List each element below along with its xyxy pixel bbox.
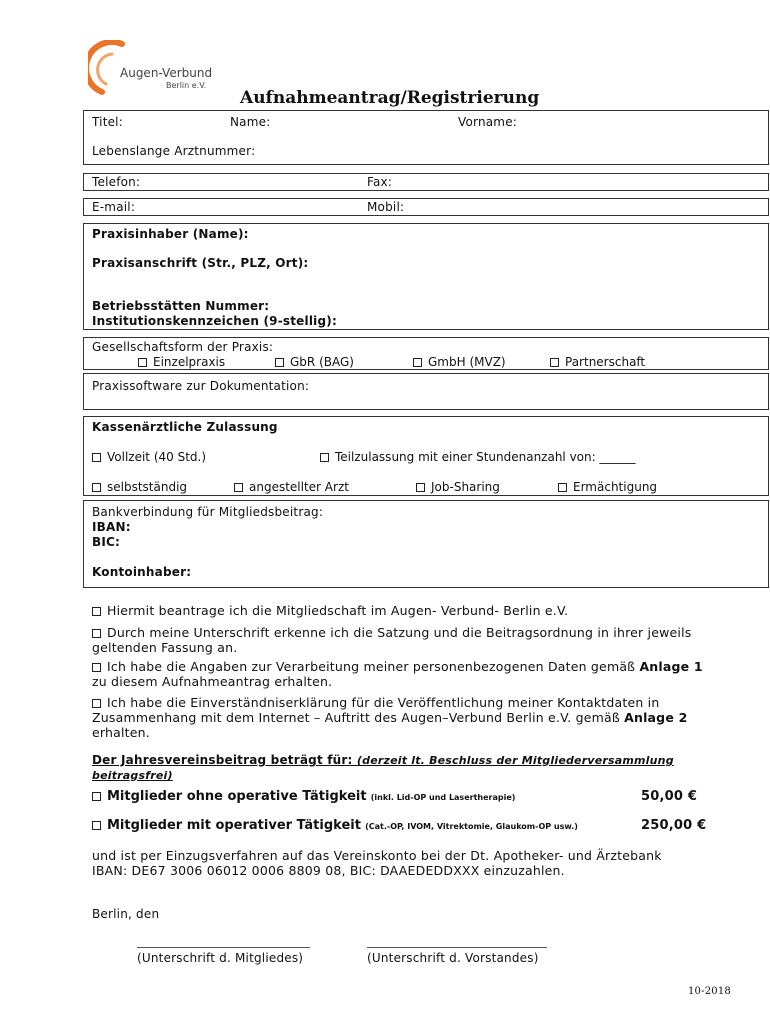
option-label: Ermächtigung [573,480,658,494]
logo-sub: Berlin e.V. [166,81,207,90]
checkbox-icon[interactable] [92,792,101,801]
kontoinhaber-label: Kontoinhaber: [92,565,192,579]
option-label: Einzelpraxis [153,355,226,369]
fax-label: Fax: [367,175,393,189]
fee-mit-note: (Cat.-OP, IVOM, Vitrektomie, Glaukom-OP usw.) [365,822,578,831]
declaration-1 [92,603,712,618]
declaration-3 [92,659,712,689]
vorname-label: Vorname: [458,115,518,129]
member-signature-line[interactable] [137,947,310,948]
email-label: E-mail: [92,200,136,214]
option-ermaechtigung[interactable] [558,480,657,494]
option-angestellter-arzt[interactable] [234,480,349,494]
bsnr-label: Betriebsstätten Nummer: [92,299,270,313]
fee-ohne-price: 50,00 € [641,789,698,804]
declaration-text: Durch meine Unterschrift erkenne ich die Satzung und die Beitragsordnung in ihrer jeweils geltenden Fassung an. [92,625,692,655]
email-box [83,198,769,216]
fee-mit-row[interactable] [92,818,578,833]
declaration-text: erhalten. [92,725,150,740]
option-partnerschaft[interactable] [550,355,645,369]
fee-mit-price: 250,00 € [641,818,707,833]
place-date-label: Berlin, den [92,907,160,921]
payment-line-1: und ist per Einzugsverfahren auf das Vereinskonto bei der Dt. Apotheker- und Ärztebank [92,848,662,863]
checkbox-icon[interactable] [92,663,101,672]
version-footer: 10-2018 [688,986,731,997]
option-teilzulassung[interactable] [320,450,636,464]
checkbox-icon[interactable] [92,629,101,638]
checkbox-icon[interactable] [558,483,567,492]
board-signature-label: (Unterschrift d. Vorstandes) [367,951,539,965]
name-label: Name: [230,115,271,129]
declaration-text: Ich habe die Angaben zur Verarbeitung meiner personenbezogenen Daten gemäß [107,659,640,674]
fee-ohne-label: Mitglieder ohne operative Tätigkeit [107,789,367,804]
declaration-text: zu diesem Aufnahmeantrag erhalten. [92,674,333,689]
anlage-2: Anlage 2 [624,710,688,725]
declaration-text: Hiermit beantrage ich die Mitgliedschaft im Augen- Verbund- Berlin e.V. [107,603,569,618]
logo-name: Augen-Verbund [120,66,213,80]
anschrift-label: Praxisanschrift (Str., PLZ, Ort): [92,256,309,270]
checkbox-icon[interactable] [92,483,101,492]
declaration-4 [92,695,712,740]
fees-heading [92,753,712,783]
anlage-1: Anlage 1 [639,659,703,674]
checkbox-icon[interactable] [92,453,101,462]
checkbox-icon[interactable] [550,358,559,367]
option-selbststaendig[interactable] [92,480,187,494]
checkbox-icon[interactable] [92,821,101,830]
fees-heading-note: (derzeit lt. Beschluss der Mitgliederversammlung beitragsfrei) [92,754,674,782]
fee-ohne-note: (inkl. Lid-OP und Lasertherapie) [370,793,516,802]
titel-label: Titel: [92,115,123,129]
phone-box [83,173,769,191]
option-label: selbstständig [107,480,188,494]
fee-ohne-row[interactable] [92,789,515,804]
payment-line-2: IBAN: DE67 3006 06012 0006 8809 08, BIC: DAAEDEDDXXX einzuzahlen. [92,863,565,878]
declaration-text: Ich habe die Einverständniserklärung für die Veröffentlichung meiner Kontaktdaten in Zusammenhang mit dem Internet – Auftritt des Augen–Verbund Berlin e.V. gemäß [92,695,660,725]
option-vollzeit[interactable] [92,450,206,464]
option-label: Partnerschaft [565,355,646,369]
software-label: Praxissoftware zur Dokumentation: [92,379,310,393]
logo [88,40,228,96]
board-signature-line[interactable] [367,947,547,948]
bic-label: BIC: [92,535,121,549]
checkbox-icon[interactable] [234,483,243,492]
gesellschaft-label: Gesellschaftsform der Praxis: [92,340,274,354]
checkbox-icon[interactable] [138,358,147,367]
ik-label: Institutionskennzeichen (9-stellig): [92,314,337,328]
checkbox-icon[interactable] [275,358,284,367]
option-job-sharing[interactable] [416,480,500,494]
option-einzelpraxis[interactable] [138,355,225,369]
option-label: Job-Sharing [431,480,500,494]
option-label: Vollzeit (40 Std.) [107,450,207,464]
option-label: angestellter Arzt [249,480,349,494]
member-signature-label: (Unterschrift d. Mitgliedes) [137,951,304,965]
bank-label: Bankverbindung für Mitgliedsbeitrag: [92,505,324,519]
checkbox-icon[interactable] [92,607,101,616]
checkbox-icon[interactable] [92,699,101,708]
declaration-2 [92,625,712,655]
fee-mit-label: Mitglieder mit operativer Tätigkeit [107,818,361,833]
option-label: Teilzulassung mit einer Stundenanzahl von: ______ [335,450,636,464]
iban-label: IBAN: [92,520,131,534]
zulassung-heading: Kassenärztliche Zulassung [92,420,278,434]
checkbox-icon[interactable] [320,453,329,462]
option-gbr[interactable] [275,355,354,369]
arztnummer-label: Lebenslange Arztnummer: [92,144,256,158]
option-label: GbR (BAG) [290,355,354,369]
inhaber-label: Praxisinhaber (Name): [92,227,249,241]
mobil-label: Mobil: [367,200,405,214]
checkbox-icon[interactable] [416,483,425,492]
fees-heading-text: Der Jahresvereinsbeitrag beträgt für: [92,753,357,767]
option-label: GmbH (MVZ) [428,355,506,369]
option-gmbh[interactable] [413,355,506,369]
telefon-label: Telefon: [92,175,141,189]
page-title: Aufnahmeantrag/Registrierung [240,88,540,108]
checkbox-icon[interactable] [413,358,422,367]
